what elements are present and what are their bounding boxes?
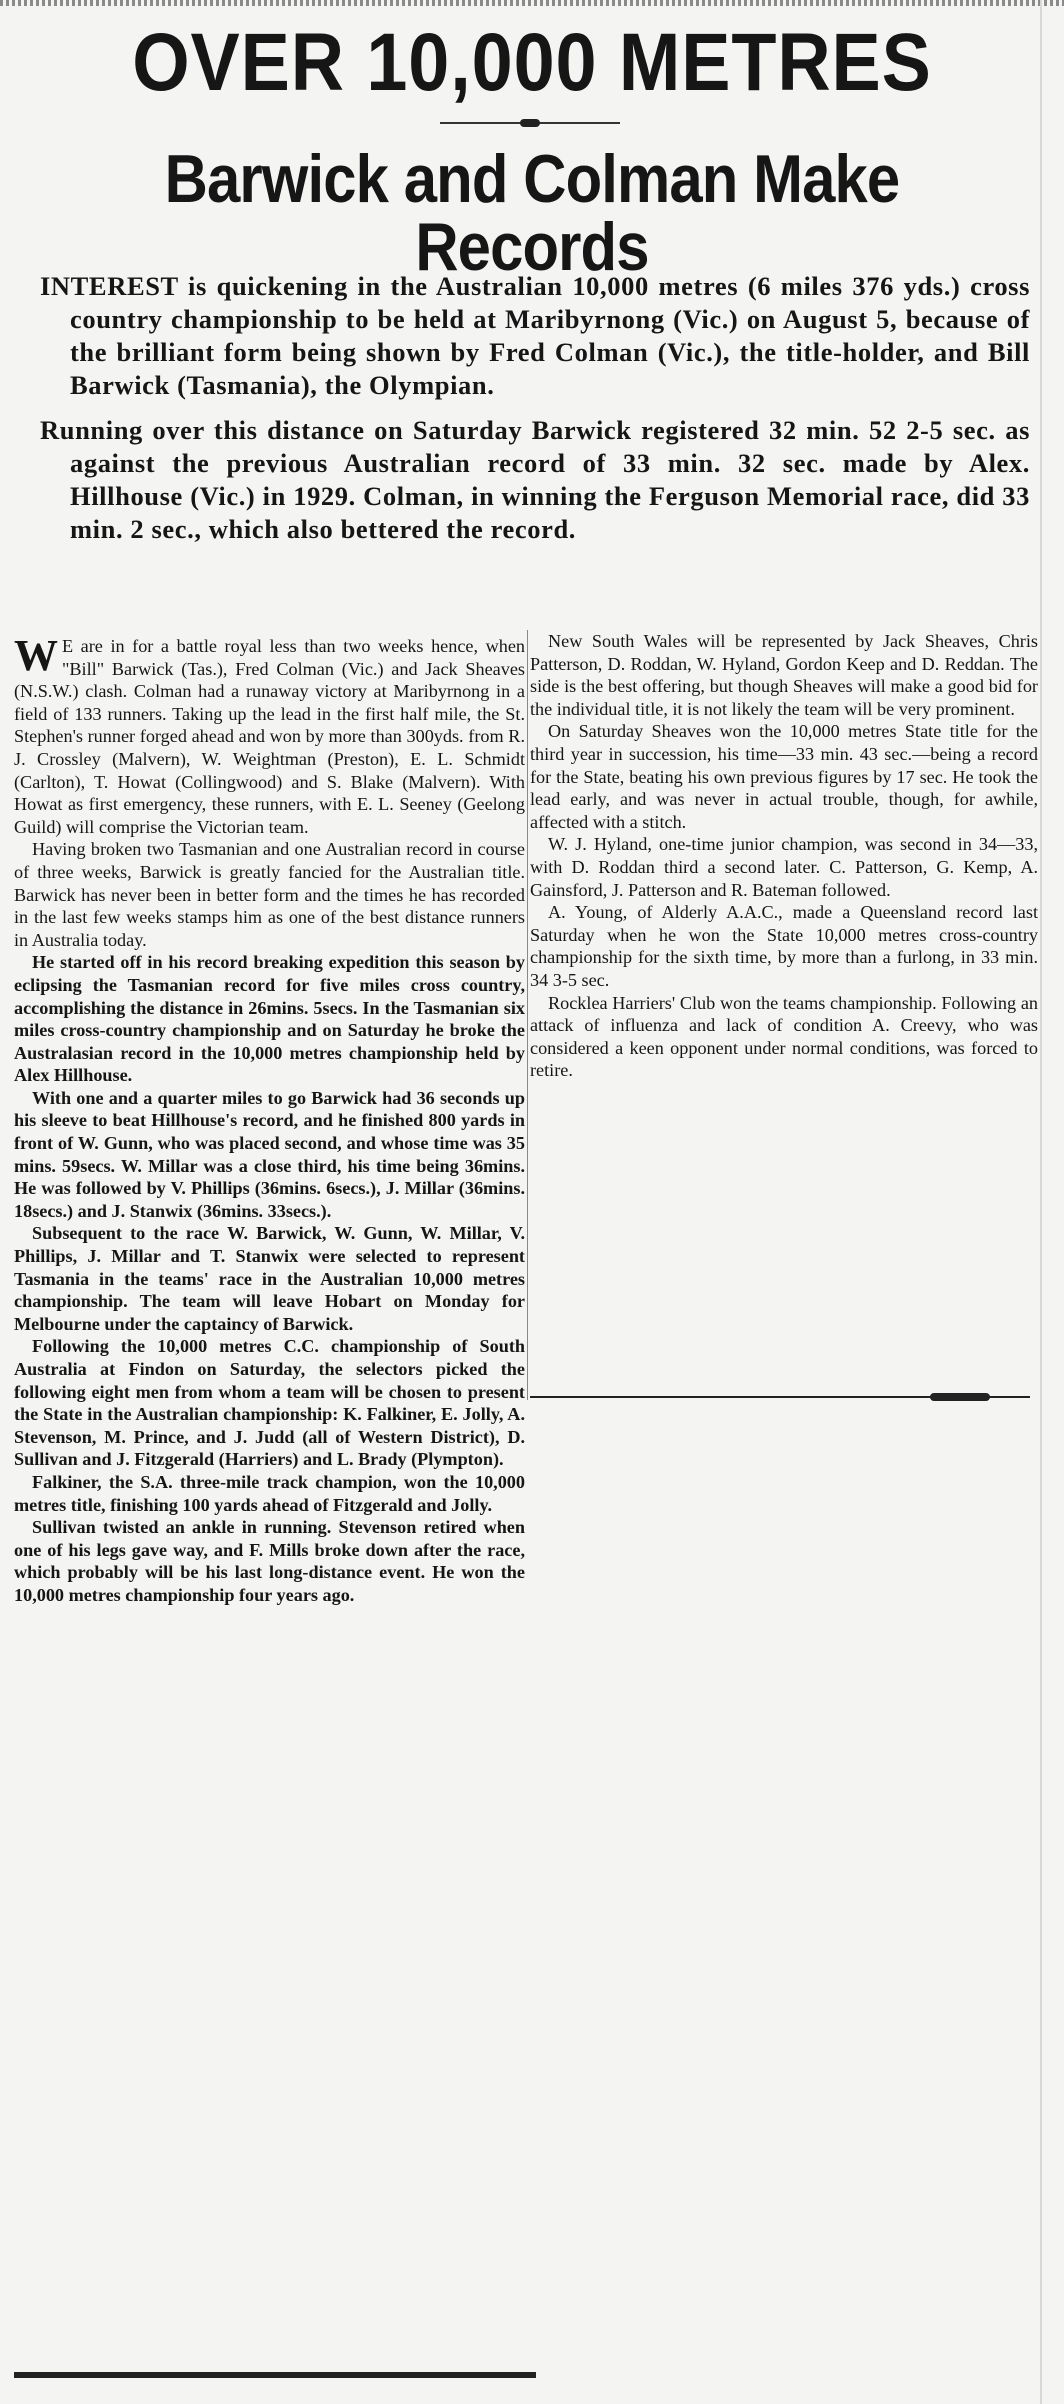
right-column bbox=[530, 630, 1038, 1082]
body-paragraph: With one and a quarter miles to go Barwick had 36 seconds up his sleeve to beat Hillhouse's record, and he finished 800 yards in front of W. Gunn, who was placed second, and whose time was 35 mins. 59secs. W. Millar was a close third, his time being 36mins. He was followed by V. Phillips (36mins. 6secs.), J. Millar (36mins. 18secs.) and J. Stanwix (36mins. 33secs.). bbox=[14, 1087, 525, 1221]
column-divider bbox=[527, 630, 528, 1400]
body-paragraph: New South Wales will be represented by Jack Sheaves, Chris Patterson, D. Roddan, W. Hyland, Gordon Keep and D. Reddan. The side is the best offering, but though Sheaves will make a good bid for the individual title, it is not likely the team will be very prominent. bbox=[530, 631, 1038, 719]
body-paragraph bbox=[14, 631, 525, 838]
body-paragraph: On Saturday Sheaves won the 10,000 metres State title for the third year in succession, his time—33 min. 43 sec.—being a record for the State, beating his own previous figures by 17 sec. He took the lead early, and was never in actual trouble, though, for awhile, affected with a stitch. bbox=[530, 721, 1038, 832]
headline-ornament bbox=[440, 119, 620, 127]
intro-paragraph-1: INTEREST is quickening in the Australian 10,000 metres (6 miles 376 yds.) cross country championship to be held at Maribyrnong (Vic.) on August 5, because of the brilliant form being shown by Fred Colman (Vic.), the title-holder, and Bill Barwick (Tasmania), the Olympian. bbox=[40, 271, 1030, 400]
body-paragraph: W. J. Hyland, one-time junior champion, was second in 34—33, with D. Roddan third a second later. C. Patterson, G. Kemp, A. Gainsford, J. Patterson and R. Bateman followed. bbox=[530, 834, 1038, 900]
body-paragraph: Rocklea Harriers' Club won the teams championship. Following an attack of influenza and lack of condition A. Creevy, who was considered a keen opponent under normal conditions, was forced to retire. bbox=[530, 992, 1038, 1081]
body-paragraph: Sullivan twisted an ankle in running. Stevenson retired when one of his legs gave way, and F. Mills broke down after the race, which probably will be his last long-distance event. He won the 10,000 metres championship four years ago. bbox=[14, 1517, 525, 1605]
intro-paragraph-2: Running over this distance on Saturday Barwick registered 32 min. 52 2-5 sec. as against the previous Australian record of 33 min. 32 sec. made by Alex. Hillhouse (Vic.) in 1929. Colman, in winning the Ferguson Memorial race, did 33 min. 2 sec., which also bettered the record. bbox=[40, 415, 1030, 544]
body-paragraph: A. Young, of Alderly A.A.C., made a Queensland record last Saturday when he won the State 10,000 metres cross-country championship for the sixth time, by more than a furlong, in 33 min. 34 3-5 sec. bbox=[530, 902, 1038, 990]
left-column bbox=[14, 631, 525, 1607]
drop-cap: W bbox=[14, 631, 58, 680]
scan-edge bbox=[1040, 0, 1042, 2404]
main-headline: Barwick and Colman Make Records bbox=[164, 141, 900, 285]
body-paragraph: Falkiner, the S.A. three-mile track champion, won the 10,000 metres title, finishing 100 yards ahead of Fitzgerald and Jolly. bbox=[14, 1471, 525, 1515]
article-end-rule bbox=[530, 1393, 1030, 1401]
body-paragraph: Having broken two Tasmanian and one Australian record in course of three weeks, Barwick is greatly fancied for the Australian title. Barwick has never been in better form and the times he has recorded in the last few weeks stamps him as one of the best distance runners in Australia today. bbox=[14, 839, 525, 950]
body-paragraph: He started off in his record breaking expedition this season by eclipsing the Tasmanian record for five miles cross country, accomplishing the distance in 26mins. 5secs. In the Tasmanian six miles cross-country championship and on Saturday he broke the Australasian record in the 10,000 metres championship held by Alex Hillhouse. bbox=[14, 952, 525, 1086]
intro-lead bbox=[40, 270, 1030, 558]
kicker-headline: OVER 10,000 METRES bbox=[132, 17, 932, 108]
body-paragraph-text: E are in for a battle royal less than two weeks hence, when "Bill" Barwick (Tas.), Fred Colman (Vic.) and Jack Sheaves (N.S.W.) clash. Colman had a runaway victory at Maribyrnong in a field of 133 runners. Taking up the lead in the first half mile, the St. Stephen's runner forged ahead and won by more than 300yds. from R. J. Crossley (Malvern), W. Weightman (Preston), E. L. Schmidt (Carlton), T. Howat (Collingwood) and S. Blake (Malvern). With Howat as first emergency, these runners, with E. L. Seeney (Geelong Guild) will comprise the Victorian team. bbox=[14, 636, 525, 837]
body-paragraph: Subsequent to the race W. Barwick, W. Gunn, W. Millar, V. Phillips, J. Millar and T. Stanwix were selected to represent Tasmania in the teams' race in the Australian 10,000 metres championship. The team will leave Hobart on Monday for Melbourne under the captaincy of Barwick. bbox=[14, 1223, 525, 1334]
body-paragraph: Following the 10,000 metres C.C. championship of South Australia at Findon on Saturday, the selectors picked the following eight men from whom a team will be chosen to present the State in the Australian championship: K. Falkiner, E. Jolly, A. Stevenson, M. Prince, and J. Judd (all of Western District), D. Sullivan and J. Fitzgerald (Harriers) and L. Brady (Plympton). bbox=[14, 1336, 525, 1470]
bottom-column-rule bbox=[14, 2372, 536, 2378]
top-border-rule bbox=[0, 0, 1064, 6]
